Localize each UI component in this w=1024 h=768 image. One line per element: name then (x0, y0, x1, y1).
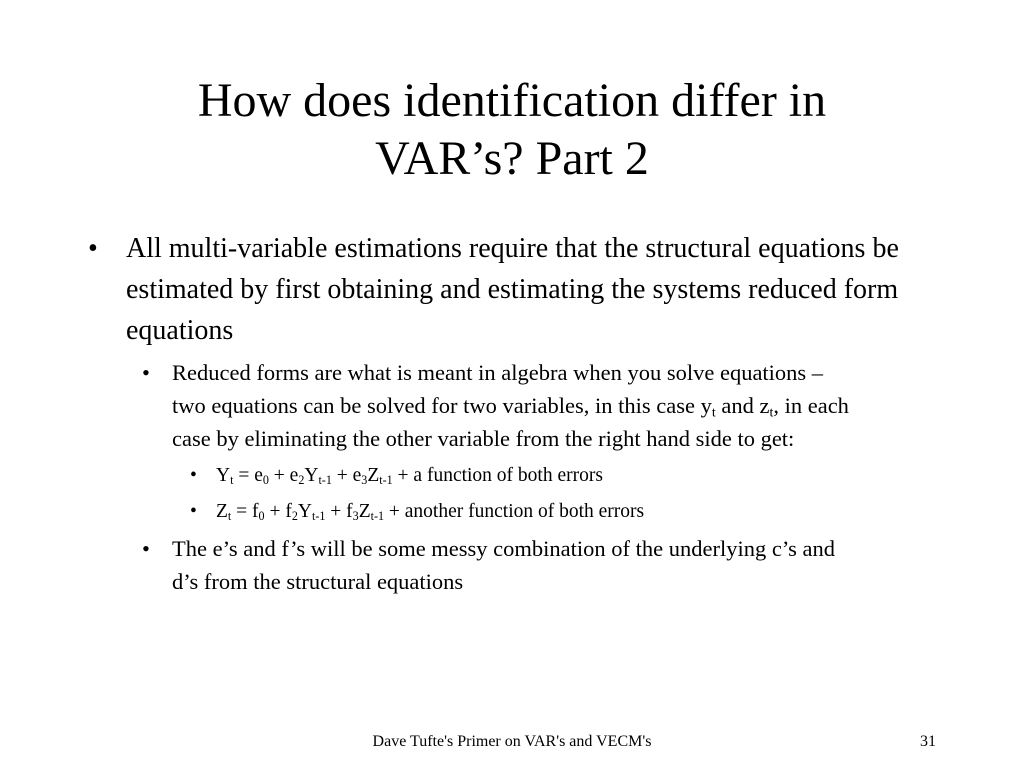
footer-text: Dave Tufte's Primer on VAR's and VECM's (372, 733, 652, 750)
eq-term: + f (264, 501, 292, 522)
bullet-text-part1: Reduced forms are what is meant in algebra when you solve equations – two equations can be solved for two variables, in this case y (172, 360, 824, 418)
title-line-2: VAR’s? Part 2 (375, 132, 649, 185)
bullet-marker: • (190, 465, 197, 486)
eq-term: + f (325, 501, 353, 522)
equation-z (216, 501, 644, 522)
subscript: t-1 (370, 509, 385, 524)
bullet-marker: • (142, 360, 150, 385)
subscript: t-1 (318, 473, 332, 488)
bullet-marker: • (190, 501, 197, 522)
bullet-text: All multi-variable estimations require that the structural equations be estimated by first obtaining and estimating the systems reduced form equations (126, 233, 899, 346)
subscript: t (227, 509, 232, 524)
eq-term: + e (331, 465, 362, 486)
eq-term: = f (231, 501, 259, 522)
eq-term: + a function of both errors (392, 465, 603, 486)
subscript: t (769, 405, 774, 421)
bullet-marker: • (142, 536, 150, 561)
eq-term: = e (233, 465, 263, 486)
subscript: t (230, 473, 234, 488)
slide-body (84, 228, 944, 598)
eq-term: Z (367, 465, 380, 486)
eq-term: + another function of both errors (384, 501, 645, 522)
eq-term: Z (358, 501, 371, 522)
eq-term: Y (216, 465, 231, 486)
eq-term: + e (268, 465, 299, 486)
subscript: 3 (361, 473, 368, 488)
eq-term: Z (216, 501, 228, 522)
eq-term: Y (297, 501, 312, 522)
bullet-level3-equation-y (84, 461, 944, 491)
subscript: 2 (291, 509, 298, 524)
subscript: 0 (258, 509, 265, 524)
equation-y (216, 465, 603, 486)
bullet-text-part2: and z (715, 393, 770, 418)
bullet-text: The e’s and f’s will be some messy combination of the underlying c’s and d’s from the structural equations (172, 536, 835, 594)
eq-term: Y (304, 465, 319, 486)
subscript: 3 (352, 509, 359, 524)
bullet-marker: • (88, 233, 98, 264)
bullet-text-part3: , in each case by eliminating the other variable from the right hand side to get: (172, 393, 849, 451)
slide-title (100, 72, 924, 188)
subscript: 2 (298, 473, 305, 488)
title-line-1: How does identification differ in (197, 74, 827, 127)
bullet-level1-multivariable (84, 228, 944, 351)
bullet-level2-reduced-forms (84, 356, 862, 455)
subscript: t-1 (311, 509, 326, 524)
bullet-level2-messy-combination (84, 532, 862, 598)
bullet-level3-equation-z (84, 497, 944, 527)
page-number: 31 (920, 733, 936, 750)
subscript: 0 (262, 473, 269, 488)
subscript: t-1 (379, 473, 393, 488)
subscript: t (711, 405, 716, 421)
